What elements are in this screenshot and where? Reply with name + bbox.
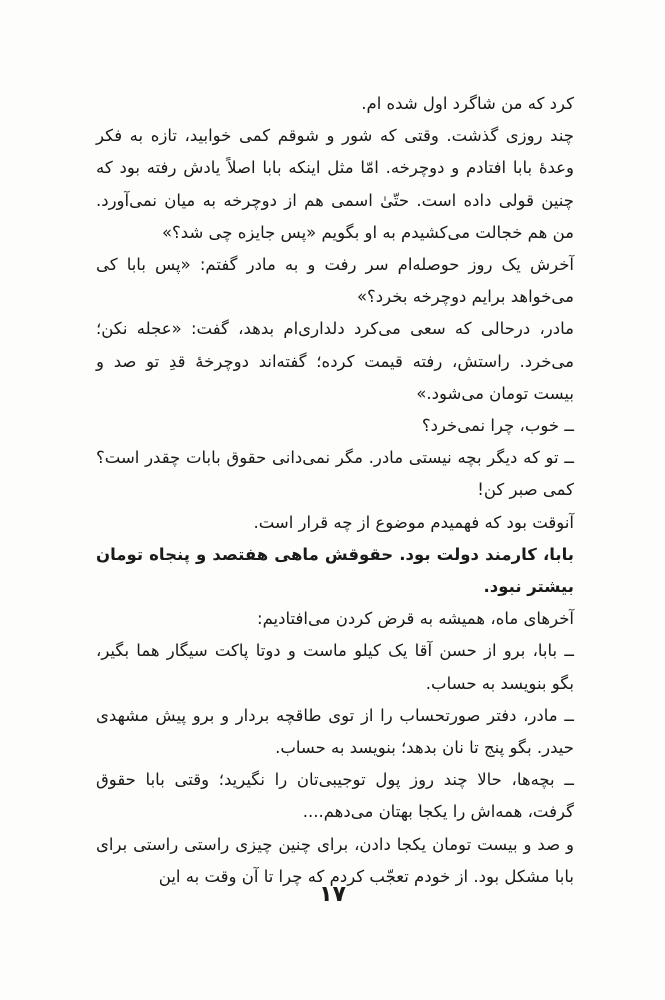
paragraph: و صد و بیست تومان یکجا دادن، برای چنین چیزی راستی راستی برای بابا مشکل بود. از خودم تعجّب کردم که چرا تا آن وقت به این [96,834,574,886]
paragraph: کرد که من شاگرد اول شده ام. [361,94,574,113]
dialogue-line: ــ خوب، چرا نمی‌خرد؟ [421,416,574,436]
paragraph: آخرهای ماه، همیشه به قرض کردن می‌افتادیم: [257,609,574,629]
body-text [96,88,574,893]
paragraph-bold: بابا، کارمند دولت بود. حقوقش ماهی هفتصد و پنجاه تومان بیشتر نبود. [96,544,574,597]
paragraph: چند روزی گذشت. وقتی که شور و شوقم کمی خوابید، تازه به فکر وعدهٔ بابا افتادم و دوچرخه. امّا مثل اینکه بابا اصلاً یادش رفته بود که چنین قولی داده است. حتّیٰ اسمی هم از دوچرخه به میان نمی‌آورد. من هم خجالت می‌کشیدم به او بگویم «پس جایزه چی شد؟» [96,126,574,242]
paragraph: آخرش یک روز حوصله‌ام سر رفت و به مادر گفتم: «پس بابا کی می‌خواهد برایم دوچرخه بخرد؟» [96,255,574,307]
dialogue-line: ــ بابا، برو از حسن آقا یک کیلو ماست و دوتا پاکت سیگار هما بگیر، بگو بنویسد به حساب. [96,641,574,693]
paragraph: آنوقت بود که فهمیدم موضوع از چه قرار است. [253,512,574,532]
dialogue-line: ــ بچه‌ها، حالا چند روز پول توجیبی‌تان را نگیرید؛ وقتی بابا حقوق گرفت، همه‌اش را یکجا بهتان می‌دهم.... [96,770,574,822]
dialogue-line: ــ مادر، دفتر صورتحساب را از توی طاقچه بردار و برو پیش مشهدی حیدر. بگو پنج تا نان بدهد؛ بنویسد به حساب. [96,705,574,758]
page-number: ۱۷ [319,882,346,907]
paragraph: مادر، درحالی که سعی می‌کرد دلداری‌ام بدهد، گفت: «عجله نکن؛ می‌خرد. راستش، رفته قیمت کرده؛ گفته‌اند دوچرخهٔ قدِ تو صد و بیست تومان می‌شود.» [96,319,574,403]
dialogue-line: ــ تو که دیگر بچه نیستی مادر. مگر نمی‌دانی حقوق بابات چقدر است؟ کمی صبر کن! [96,448,574,500]
